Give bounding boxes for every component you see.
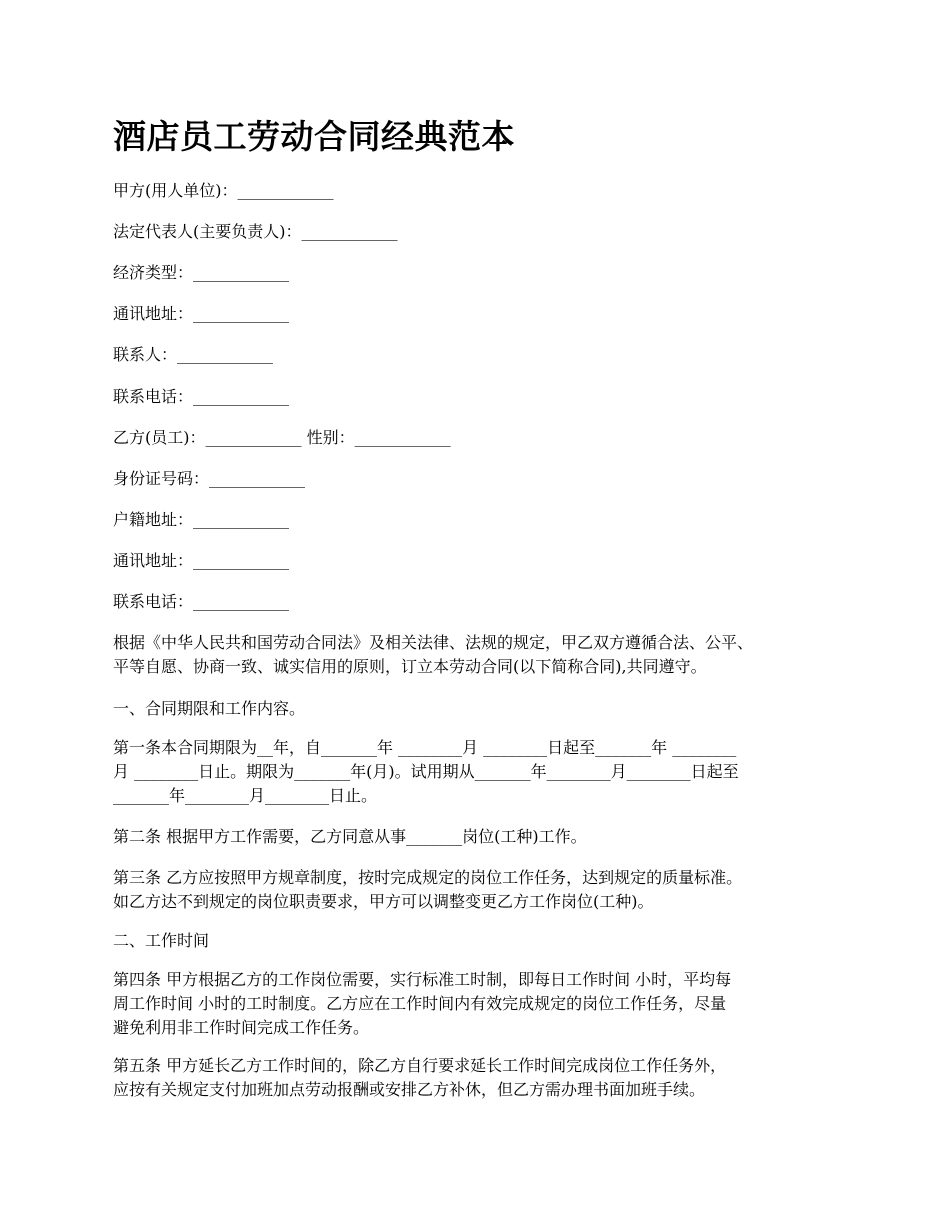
paragraph-article-2	[113, 825, 858, 849]
text-line: 第五条 甲方延长乙方工作时间的，除乙方自行要求延长工作时间完成岗位工作任务外，	[113, 1056, 727, 1075]
text-line: 第三条 乙方应按照甲方规章制度，按时完成规定的岗位工作任务，达到规定的质量标准。	[113, 868, 743, 887]
field-phone-a: 联系电话：____________	[113, 387, 290, 406]
field-id-number: 身份证号码：____________	[113, 469, 306, 488]
text-line: 一、合同期限和工作内容。	[113, 699, 306, 718]
field-phone-b: 联系电话：____________	[113, 592, 290, 611]
paragraph-article-3	[113, 866, 858, 914]
field-party-a: 甲方(用人单位)：____________	[113, 181, 334, 200]
paragraph-preamble	[113, 631, 858, 679]
text-line: 月 ________日止。期限为_______年(月)。试用期从_______年________月________日起至	[113, 762, 739, 781]
field-economic-type: 经济类型：____________	[113, 263, 290, 282]
paragraph-article-4	[113, 968, 858, 1040]
text-line: 第四条 甲方根据乙方的工作岗位需要，实行标准工时制，即每日工作时间 小时，平均每	[113, 970, 732, 989]
text-line: _______年________月________日止。	[113, 786, 378, 805]
field-address-b: 通讯地址：____________	[113, 551, 290, 570]
text-line: 第一条本合同期限为__年，自_______年 ________月 ________日起至_______年 ________	[113, 738, 737, 757]
text-line: 平等自愿、协商一致、诚实信用的原则，订立本劳动合同(以下简称合同),共同遵守。	[113, 657, 707, 676]
field-party-b-gender: 乙方(员工)：____________ 性别：____________	[113, 428, 451, 447]
field-address-a: 通讯地址：____________	[113, 304, 290, 323]
text-line: 二、工作时间	[113, 931, 210, 950]
text-line: 周工作时间 小时的工时制度。乙方应在工作时间内有效完成规定的岗位工作任务，尽量	[113, 994, 727, 1013]
paragraph-article-1	[113, 736, 858, 808]
field-contact-person: 联系人：____________	[113, 345, 274, 364]
document-title: 酒店员工劳动合同经典范本	[113, 117, 515, 156]
text-line: 如乙方达不到规定的岗位职责要求，甲方可以调整变更乙方工作岗位(工种)。	[113, 892, 654, 911]
field-household-address: 户籍地址：____________	[113, 510, 290, 529]
text-line: 第二条 根据甲方工作需要，乙方同意从事_______岗位(工种)工作。	[113, 827, 587, 846]
text-line: 避免利用非工作时间完成工作任务。	[113, 1018, 370, 1037]
paragraph-article-5	[113, 1054, 858, 1102]
field-legal-representative: 法定代表人(主要负责人)：____________	[113, 222, 398, 241]
text-line: 根据《中华人民共和国劳动合同法》及相关法律、法规的规定，甲乙双方遵循合法、公平、	[113, 633, 754, 652]
text-line: 应按有关规定支付加班加点劳动报酬或安排乙方补休，但乙方需办理书面加班手续。	[113, 1080, 706, 1099]
section-heading-working-hours	[113, 929, 858, 953]
section-heading-term	[113, 697, 858, 721]
